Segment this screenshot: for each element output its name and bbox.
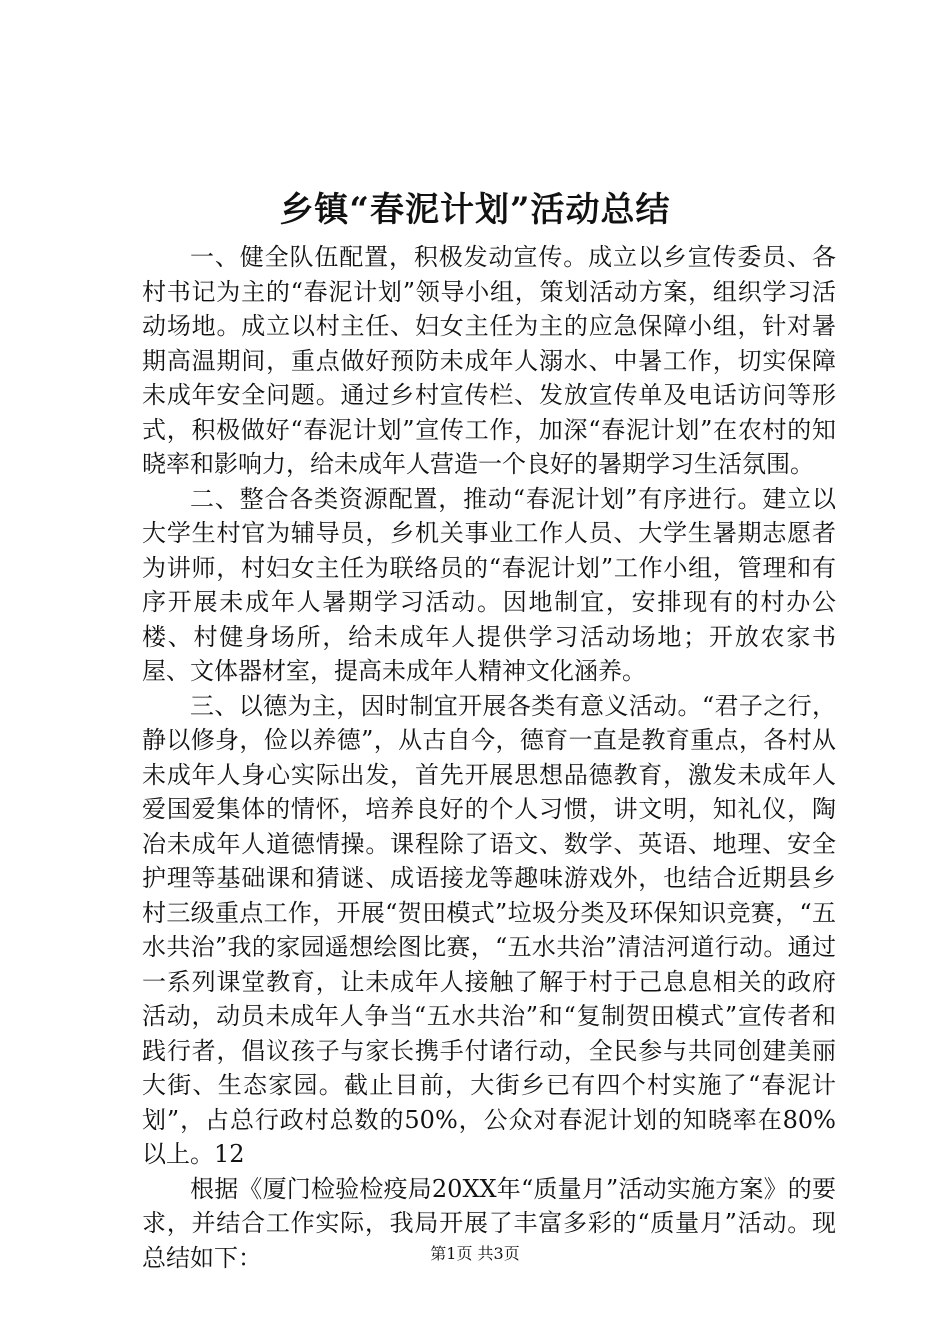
- document-title: 乡镇“春泥计划”活动总结: [279, 190, 671, 230]
- paragraph-3: 三、以德为主，因时制宜开展各类有意义活动。“君子之行，静以修身，俭以养德”，从古自今，德育一直是教育重点，各村从未成年人身心实际出发，首先开展思想品德教育，激发未成年人爱国爱集体的情怀，培养良好的个人习惯，讲文明，知礼仪，陶冶未成年人道德情操。课程除了语文、数学、英语、地理、安全护理等基础课和猜谜、成语接龙等趣味游戏外，也结合近期县乡村三级重点工作，开展“贺田模式”垃圾分类及环保知识竞赛，“五水共治”我的家园遥想绘图比赛，“五水共治”清洁河道行动。通过一系列课堂教育，让未成年人接触了解于村于己息息相关的政府活动，动员未成年人争当“五水共治”和“复制贺田模式”宣传者和践行者，倡议孩子与家长携手付诸行动，全民参与共同创建美丽大街、生态家园。截止目前，大街乡已有四个村实施了“春泥计划”，占总行政村总数的50%，公众对春泥计划的知晓率在80%以上。12: [142, 691, 836, 1168]
- paragraph-1: 一、健全队伍配置，积极发动宣传。成立以乡宣传委员、各村书记为主的“春泥计划”领导小组，策划活动方案，组织学习活动场地。成立以村主任、妇女主任为主的应急保障小组，针对暑期高温期间，重点做好预防未成年人溺水、中暑工作，切实保障未成年安全问题。通过乡村宣传栏、发放宣传单及电话访问等形式，积极做好“春泥计划”宣传工作，加深“春泥计划”在农村的知晓率和影响力，给未成年人营造一个良好的暑期学习生活氛围。: [142, 243, 836, 478]
- document-body: [142, 240, 836, 1275]
- paragraph-2: 二、整合各类资源配置，推动“春泥计划”有序进行。建立以大学生村官为辅导员，乡机关事业工作人员、大学生暑期志愿者为讲师，村妇女主任为联络员的“春泥计划”工作小组，管理和有序开展未成年人暑期学习活动。因地制宜，安排现有的村办公楼、村健身场所，给未成年人提供学习活动场地；开放农家书屋、文体器材室，提高未成年人精神文化涵养。: [142, 484, 836, 685]
- page-footer: 第1页 共3页: [430, 1244, 520, 1263]
- paragraph-4: 根据《厦门检验检疫局20XX年“质量月”活动实施方案》的要求，并结合工作实际，我局开展了丰富多彩的“质量月”活动。现总结如下：: [142, 1174, 836, 1272]
